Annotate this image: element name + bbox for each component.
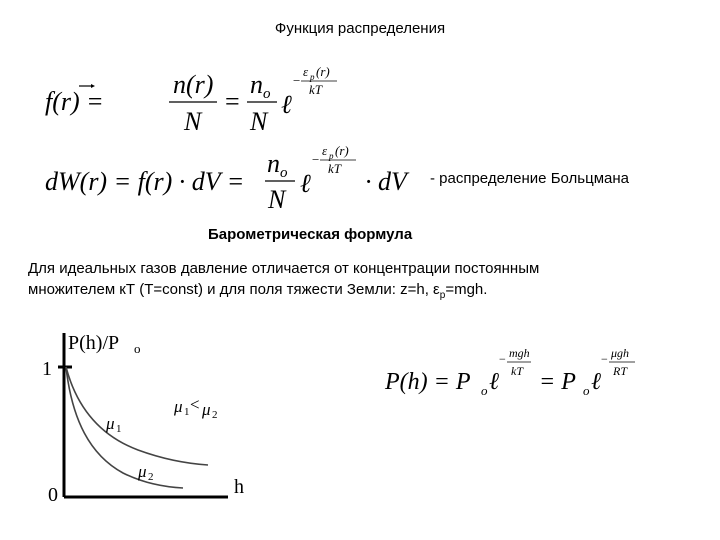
formula2-frac-num: n [267,149,280,178]
formula3-exp2-num: μgh [611,346,630,360]
formula3-exp2-den: RT [613,364,628,378]
formula2-frac-den: N [268,185,286,214]
formula1-frac1-den: N [184,107,202,136]
paragraph-line-1: Для идеальных газов давление отличается от концентрации постоянным [28,260,540,277]
formula2-exp-num-arg: (r) [335,143,349,158]
boltzmann-label: - распределение Больцмана [430,170,629,187]
relation-op: < [190,395,200,414]
relation-a-sub: 1 [184,406,190,418]
formula3-exp-base: ℓ [489,369,499,395]
formula3-exp2-base: ℓ [591,369,601,395]
barometric-paragraph [28,258,698,306]
formula1-exp-num-arg: (r) [316,64,330,79]
paragraph-line-2: множителем кТ (T=const) и для поля тяжести Земли: z=h, $\varepsilon_р=mgh$. [28,281,488,301]
formula3-lhs-sub: o [481,383,488,398]
formula3-eq: = P [539,369,576,395]
formula2-exp-num-sub: p [329,151,334,161]
formula3-exp-minus: − [499,352,506,366]
formula1-frac1-num: n(r) [173,70,214,99]
label-mu1: μ [106,414,115,433]
relation-b: μ [202,400,211,419]
formula1-frac2-den: N [250,107,268,136]
barometric-formula [385,345,675,405]
formula1-eq: = [225,87,240,116]
formula2-exp-minus: − [312,152,320,167]
label-mu2: μ [138,462,147,481]
y-axis-label-sub: o [134,341,141,356]
formula1-exp-base: ℓ [281,90,292,119]
label-mu2-sub: 2 [148,471,154,483]
formula2-tail: · dV [365,167,407,196]
distribution-function-formula [45,58,345,138]
formula1-exp-den: kT [309,82,322,97]
formula2-lhs: dW(r) = f(r) · dV = [45,167,245,196]
label-mu1-sub: 1 [116,423,122,435]
x-axis-label: h [234,476,244,498]
page-title: Функция распределения [274,20,446,37]
pressure-height-graph [28,325,288,520]
probability-formula [45,140,425,212]
formula3-eq-sub: o [583,383,590,398]
origin-label: 0 [48,484,58,506]
y-tick-1: 1 [42,358,52,380]
formula2-exp-num: ε [322,143,328,158]
formula3-exp-num: mgh [509,346,530,360]
barometric-heading: Барометрическая формула [208,226,413,243]
formula1-frac2-num: n [250,70,263,99]
formula3-exp2-minus: − [601,352,608,366]
curve-mu2 [66,367,183,488]
relation-b-sub: 2 [212,409,218,421]
formula1-exp-num: ε [303,64,309,79]
formula1-exp-num-sub: p [310,72,315,82]
formula1-lhs: f(r) = [45,87,104,116]
relation-a: μ [174,397,183,416]
formula2-exp-den: kT [328,161,341,176]
formula2-exp-base: ℓ [300,169,311,198]
formula2-frac-num-sub: o [280,165,288,181]
formula3-exp-den: kT [511,364,523,378]
formula1-exp-minus: − [293,73,301,88]
formula1-frac2-num-sub: o [263,86,271,102]
formula3-lhs: P(h) = P [385,369,471,395]
y-axis-label: P(h)/P [68,332,120,354]
